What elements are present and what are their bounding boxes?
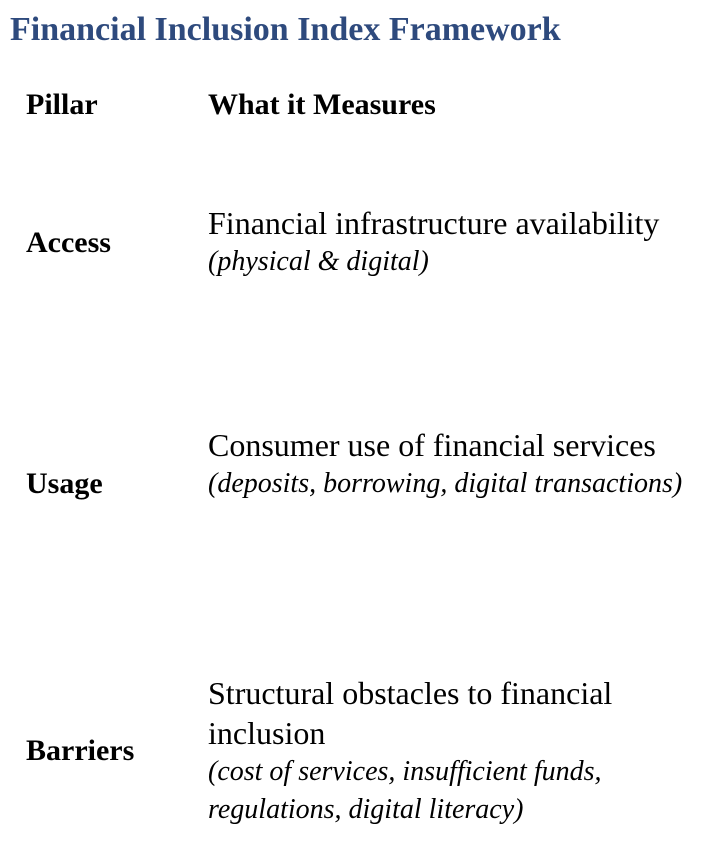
- measure-detail: (deposits, borrowing, digital transactions): [208, 468, 683, 499]
- pillar-name: Access: [26, 226, 111, 259]
- pillar-name: Usage: [26, 467, 103, 500]
- page-title: Financial Inclusion Index Framework: [10, 11, 561, 48]
- pillar-name: Barriers: [26, 734, 135, 767]
- column-header-pillar: Pillar: [26, 88, 98, 121]
- measure-text: Consumer use of financial services: [208, 427, 656, 463]
- measure-description: [208, 203, 708, 281]
- measure-detail: (physical & digital): [208, 246, 429, 277]
- measure-description: [208, 425, 708, 503]
- measure-text: Financial infrastructure availability: [208, 205, 660, 241]
- measure-text: Structural obstacles to financial inclusion: [208, 675, 613, 751]
- measure-detail: (cost of services, insufficient funds, regulations, digital literacy): [208, 756, 602, 825]
- column-header-measures: What it Measures: [208, 88, 436, 121]
- measure-description: [208, 673, 708, 829]
